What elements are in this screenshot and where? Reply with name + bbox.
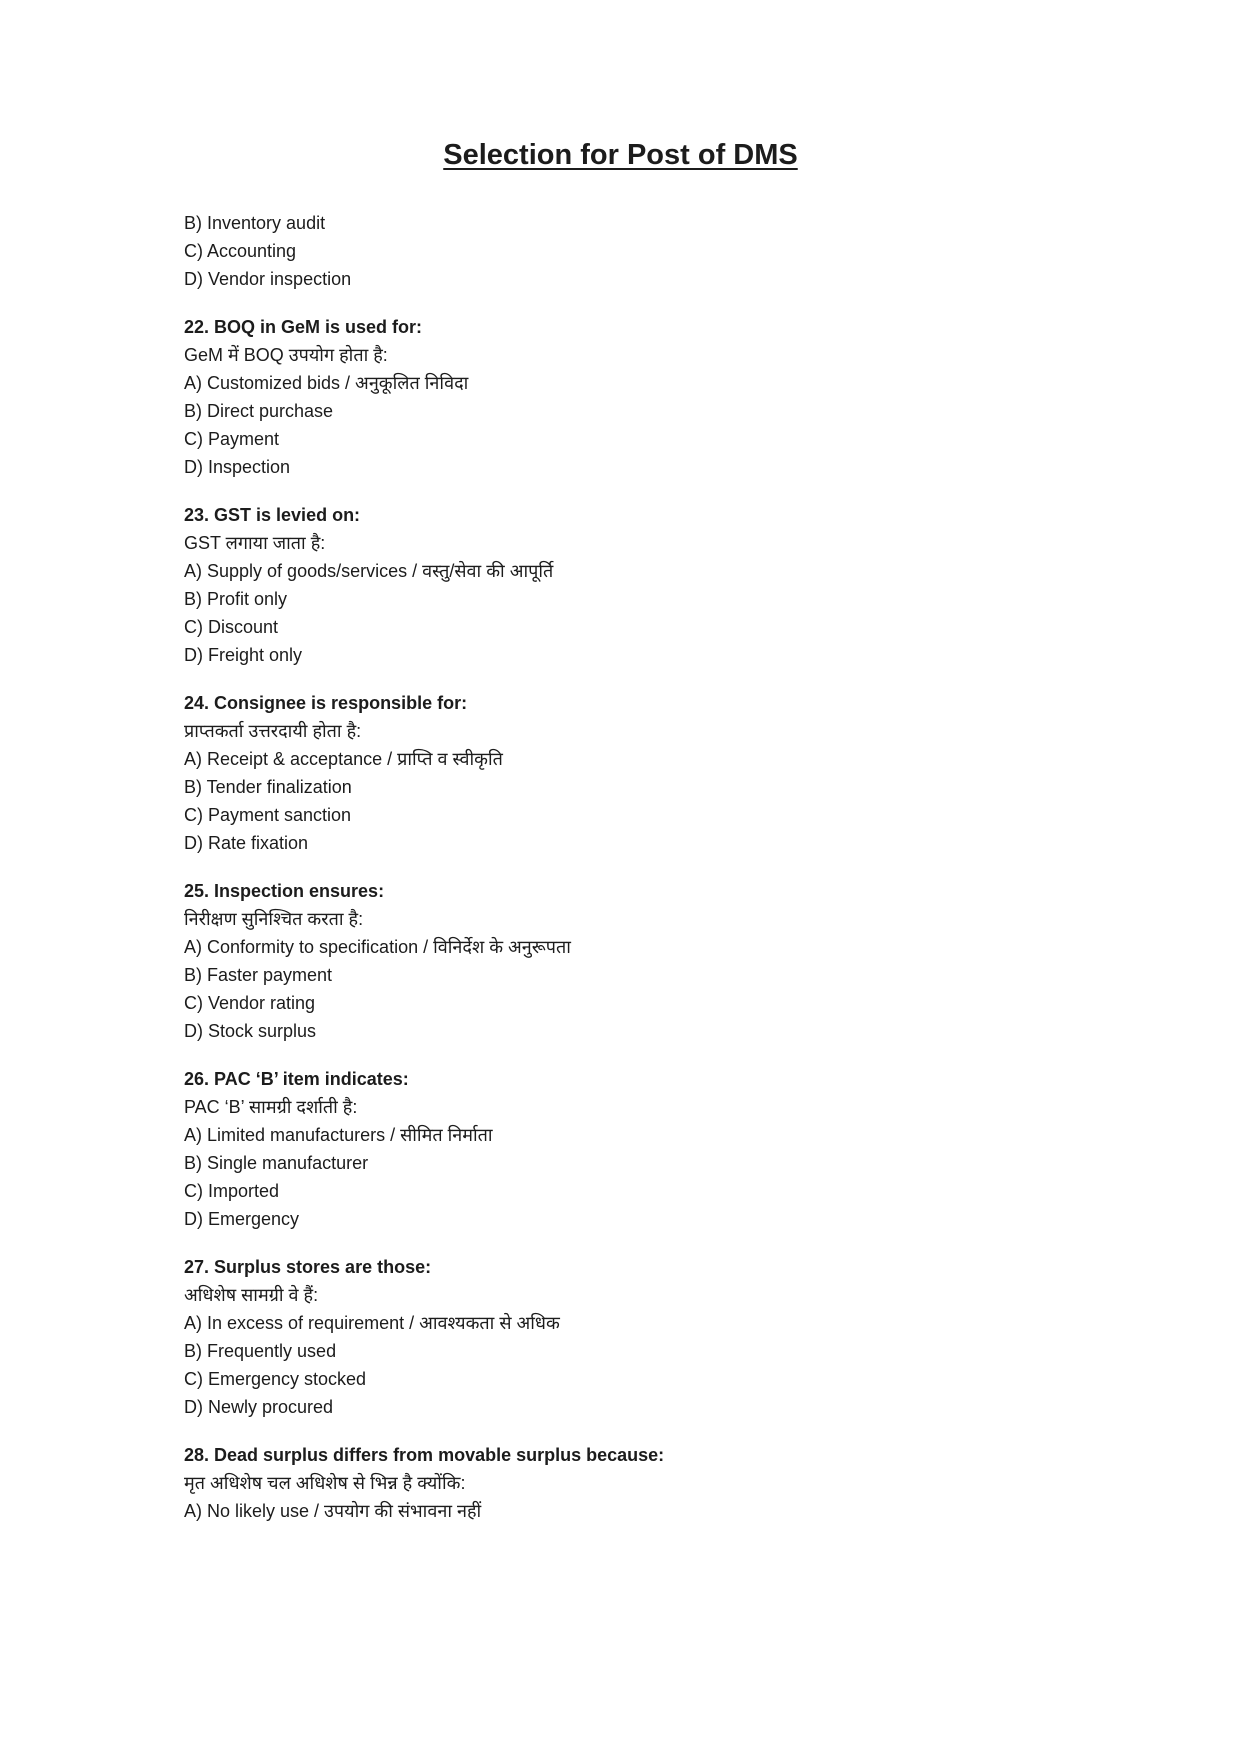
option-line: B) Faster payment xyxy=(184,965,333,985)
option-line: D) Newly procured xyxy=(184,1397,334,1417)
option-line: D) Freight only xyxy=(184,645,303,665)
question-22 xyxy=(184,313,1121,481)
carryover-options xyxy=(184,209,1121,293)
question-header: 23. GST is levied on: xyxy=(184,505,361,525)
option-line: B) Tender finalization xyxy=(184,777,352,797)
option-line: C) Accounting xyxy=(184,241,297,261)
option-line: B) Profit only xyxy=(184,589,288,609)
question-hindi: अधिशेष सामग्री वे हैं: xyxy=(184,1285,319,1305)
option-line: A) In excess of requirement / आवश्यकता से अधिक xyxy=(184,1313,560,1333)
question-header: 28. Dead surplus differs from movable surplus because: xyxy=(184,1445,665,1465)
page-title: Selection for Post of DMS xyxy=(443,139,798,171)
question-hindi: PAC ‘B’ सामग्री दर्शाती है: xyxy=(184,1097,358,1117)
option-line: B) Direct purchase xyxy=(184,401,334,421)
option-line: A) Receipt & acceptance / प्राप्ति व स्वीकृति xyxy=(184,749,503,769)
option-line: D) Emergency xyxy=(184,1209,300,1229)
question-header: 27. Surplus stores are those: xyxy=(184,1257,432,1277)
option-line: C) Imported xyxy=(184,1181,280,1201)
option-line: B) Frequently used xyxy=(184,1341,337,1361)
question-header: 22. BOQ in GeM is used for: xyxy=(184,317,423,337)
question-26 xyxy=(184,1065,1121,1233)
question-27 xyxy=(184,1253,1121,1421)
question-25 xyxy=(184,877,1121,1045)
option-line: A) No likely use / उपयोग की संभावना नहीं xyxy=(184,1501,482,1521)
question-23 xyxy=(184,501,1121,669)
option-line: A) Supply of goods/services / वस्तु/सेवा की आपूर्ति xyxy=(184,561,554,581)
option-line: A) Conformity to specification / विनिर्देश के अनुरूपता xyxy=(184,937,571,957)
question-header: 24. Consignee is responsible for: xyxy=(184,693,468,713)
option-line: C) Payment sanction xyxy=(184,805,352,825)
question-hindi: निरीक्षण सुनिश्चित करता है: xyxy=(184,909,364,929)
option-line: A) Customized bids / अनुकूलित निविदा xyxy=(184,373,469,393)
option-line: C) Discount xyxy=(184,617,279,637)
question-hindi: GeM में BOQ उपयोग होता है: xyxy=(184,345,388,365)
question-header: 25. Inspection ensures: xyxy=(184,881,385,901)
question-hindi: मृत अधिशेष चल अधिशेष से भिन्न है क्योंकि: xyxy=(184,1473,466,1493)
option-line: D) Rate fixation xyxy=(184,833,309,853)
option-line: B) Single manufacturer xyxy=(184,1153,369,1173)
question-24 xyxy=(184,689,1121,857)
question-header: 26. PAC ‘B’ item indicates: xyxy=(184,1069,409,1089)
option-line: A) Limited manufacturers / सीमित निर्माता xyxy=(184,1125,493,1145)
question-28 xyxy=(184,1441,1121,1525)
option-line: C) Payment xyxy=(184,429,280,449)
page-content xyxy=(184,209,1121,1525)
option-line: C) Emergency stocked xyxy=(184,1369,367,1389)
option-line: C) Vendor rating xyxy=(184,993,316,1013)
question-hindi: प्राप्तकर्ता उत्तरदायी होता है: xyxy=(184,721,362,741)
option-line: D) Stock surplus xyxy=(184,1021,317,1041)
option-line: D) Inspection xyxy=(184,457,291,477)
option-line: D) Vendor inspection xyxy=(184,269,352,289)
question-hindi: GST लगाया जाता है: xyxy=(184,533,326,553)
option-line: B) Inventory audit xyxy=(184,213,326,233)
